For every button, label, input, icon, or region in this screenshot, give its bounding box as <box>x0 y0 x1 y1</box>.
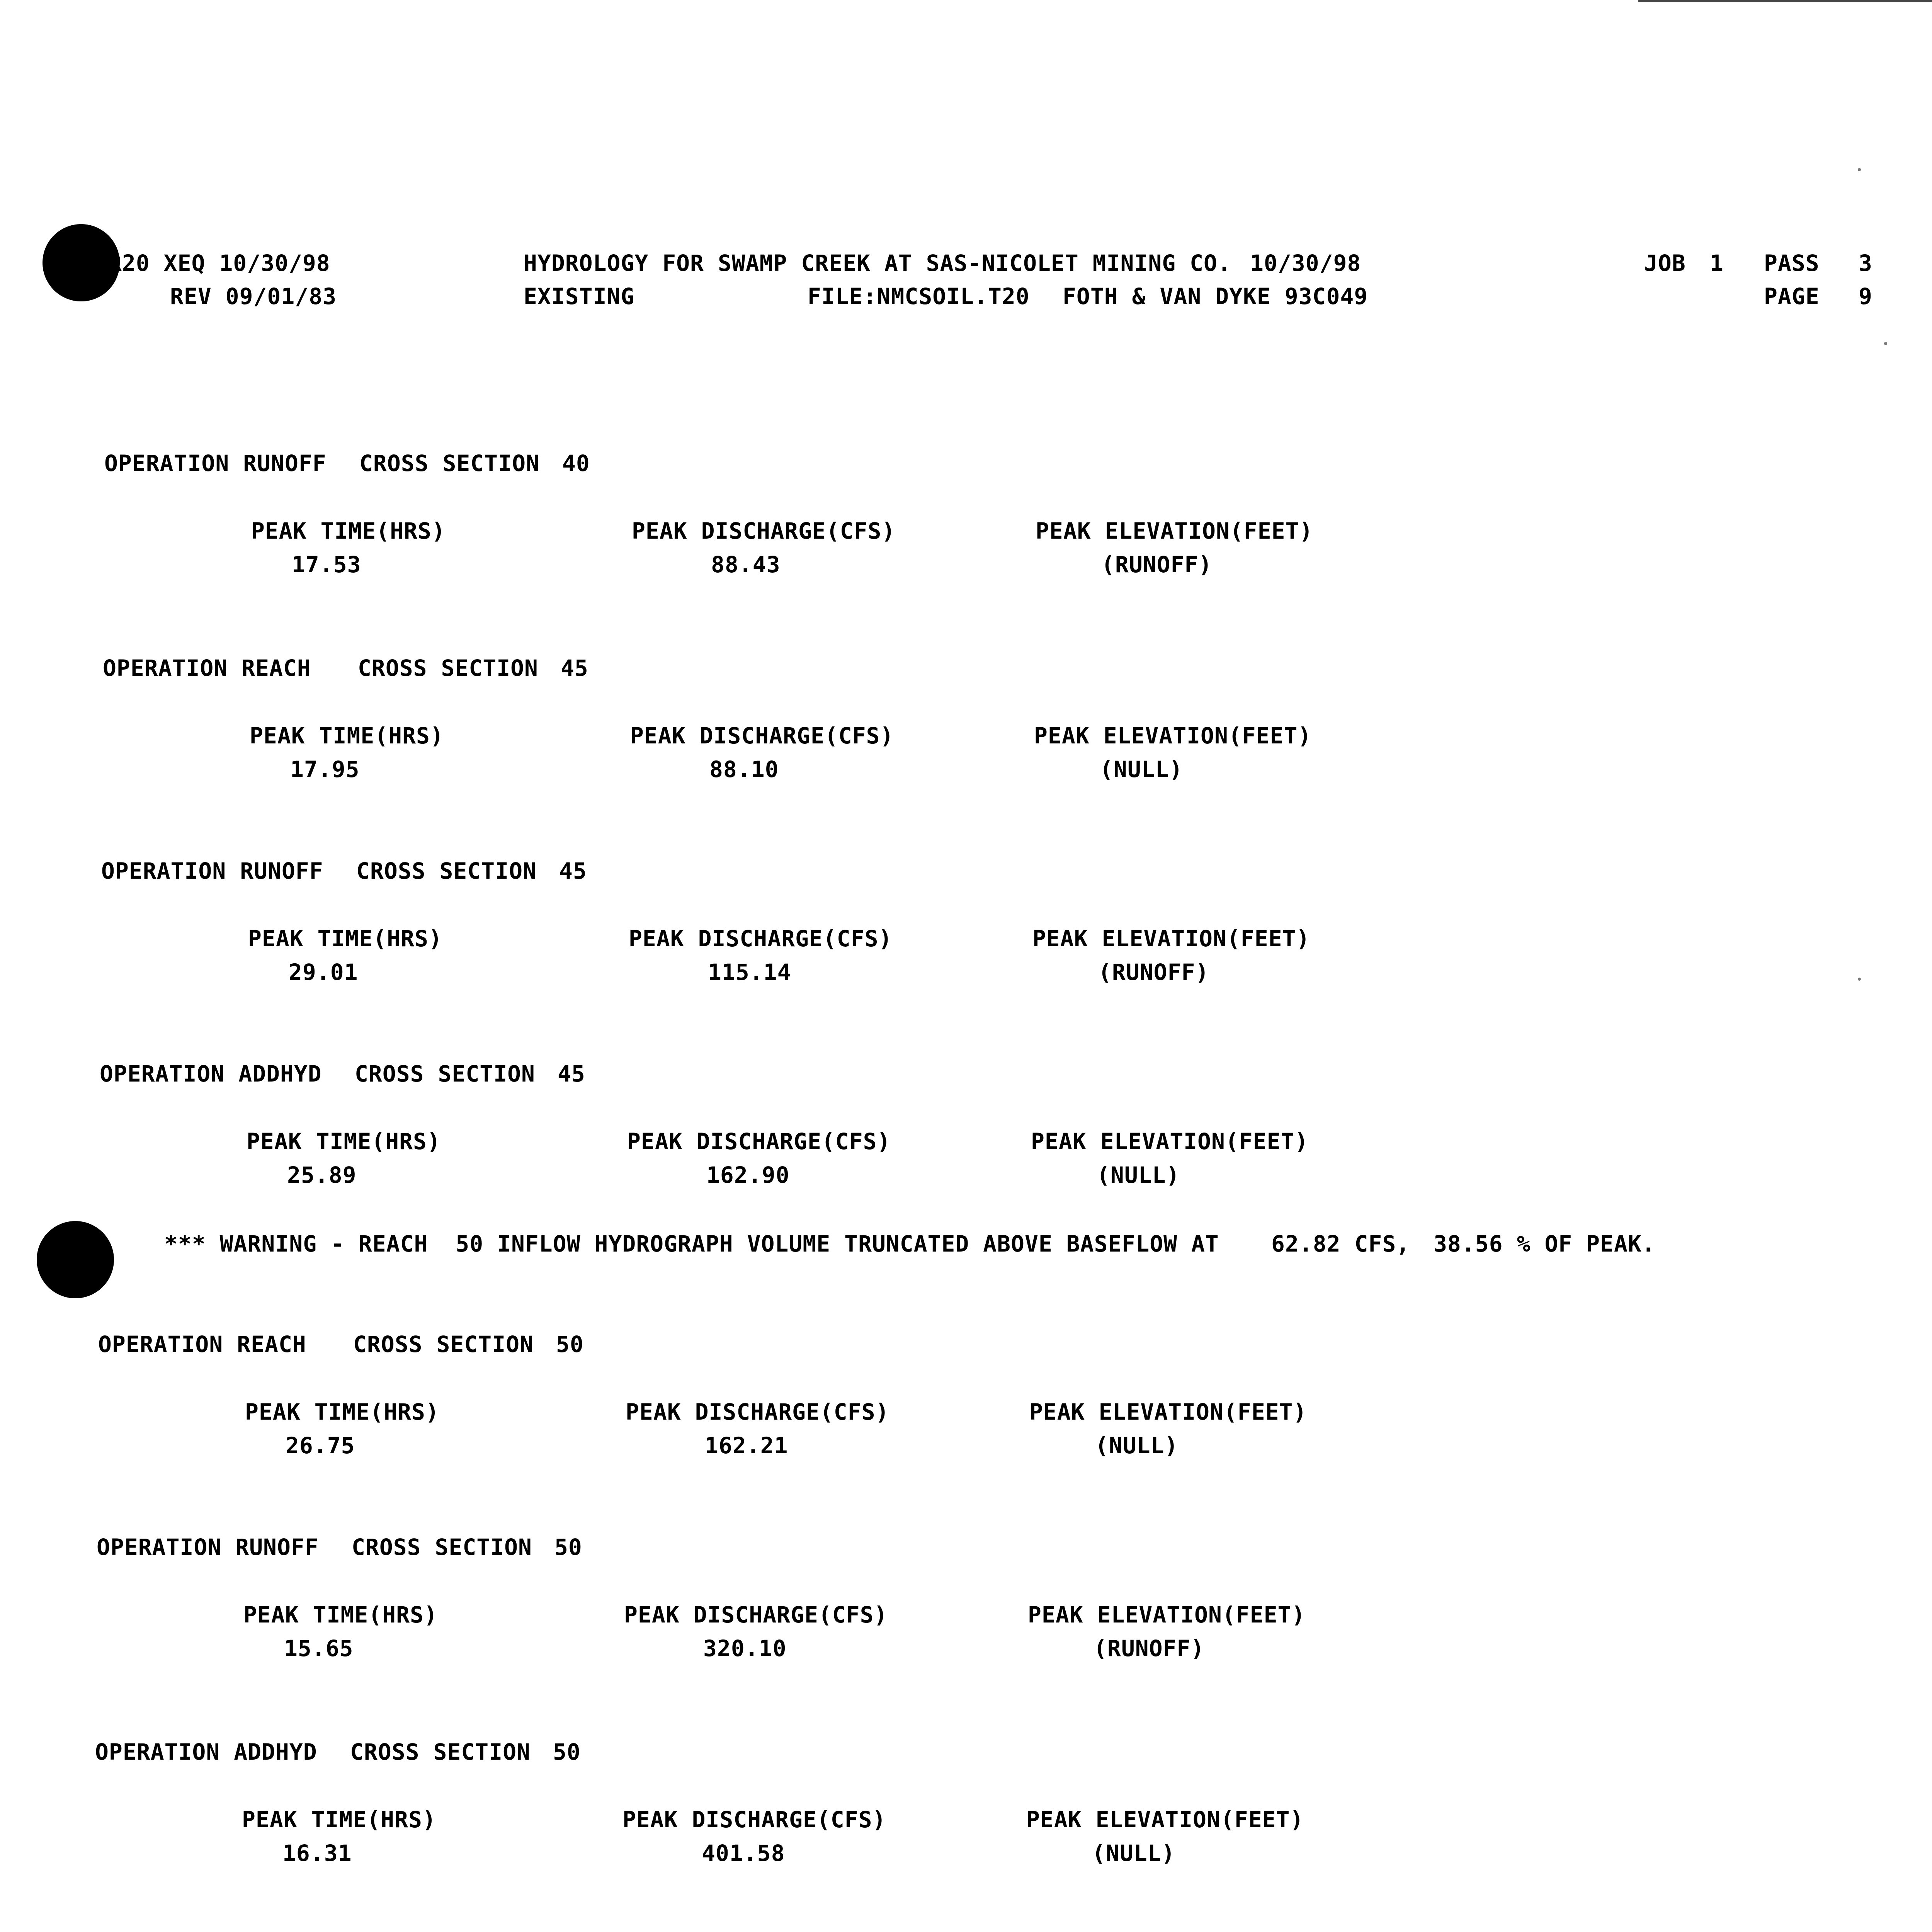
operation-name: OPERATION ADDHYD <box>100 1061 322 1087</box>
cross-section-label: CROSS SECTION <box>355 1061 535 1087</box>
peak-time-header: PEAK TIME(HRS) <box>243 1602 438 1628</box>
cross-section-number: 45 <box>559 858 587 884</box>
peak-elevation-header: PEAK ELEVATION(FEET) <box>1034 723 1312 749</box>
peak-elevation-value: (NULL) <box>1097 1162 1180 1188</box>
peak-time-value: 16.31 <box>282 1840 352 1866</box>
cross-section-label: CROSS SECTION <box>352 1534 532 1560</box>
peak-time-value: 15.65 <box>284 1635 354 1662</box>
job-label: JOB <box>1644 250 1686 276</box>
cross-section-number: 45 <box>561 655 588 681</box>
report-date: 10/30/98 <box>1250 250 1361 276</box>
peak-elevation-value: (RUNOFF) <box>1098 959 1209 985</box>
peak-elevation-value: (NULL) <box>1100 756 1183 782</box>
peak-discharge-header: PEAK DISCHARGE(CFS) <box>624 1602 888 1628</box>
warning-cfs: 62.82 CFS, <box>1271 1231 1410 1257</box>
peak-elevation-header: PEAK ELEVATION(FEET) <box>1029 1399 1307 1425</box>
peak-discharge-header: PEAK DISCHARGE(CFS) <box>626 1399 889 1425</box>
cross-section-number: 50 <box>554 1534 582 1560</box>
peak-time-header: PEAK TIME(HRS) <box>250 723 444 749</box>
scan-speck <box>1858 978 1861 981</box>
program-id: R20 XEQ 10/30/98 <box>108 250 330 276</box>
peak-time-header: PEAK TIME(HRS) <box>248 925 442 952</box>
peak-elevation-header: PEAK ELEVATION(FEET) <box>1026 1806 1304 1833</box>
peak-discharge-value: 115.14 <box>708 959 791 985</box>
operation-name: OPERATION REACH <box>98 1331 306 1357</box>
page-label: PAGE <box>1764 283 1820 310</box>
peak-time-header: PEAK TIME(HRS) <box>245 1399 439 1425</box>
peak-discharge-header: PEAK DISCHARGE(CFS) <box>632 518 896 544</box>
peak-discharge-header: PEAK DISCHARGE(CFS) <box>629 925 893 952</box>
operation-name: OPERATION REACH <box>103 655 311 681</box>
peak-discharge-value: 320.10 <box>703 1635 787 1662</box>
peak-time-value: 17.53 <box>292 551 361 578</box>
scan-speck <box>1858 168 1861 171</box>
peak-discharge-value: 88.10 <box>709 756 779 782</box>
operation-name: OPERATION ADDHYD <box>95 1739 317 1765</box>
report-title: HYDROLOGY FOR SWAMP CREEK AT SAS-NICOLET MINING CO. <box>524 250 1231 276</box>
peak-elevation-value: (NULL) <box>1092 1840 1175 1866</box>
peak-discharge-value: 162.90 <box>706 1162 790 1188</box>
operation-name: OPERATION RUNOFF <box>101 858 323 884</box>
cross-section-number: 40 <box>562 450 590 476</box>
cross-section-number: 50 <box>556 1331 584 1357</box>
cross-section-label: CROSS SECTION <box>350 1739 531 1765</box>
peak-discharge-value: 162.21 <box>705 1432 788 1459</box>
peak-time-value: 17.95 <box>290 756 360 782</box>
warning-percent: 38.56 % OF PEAK. <box>1434 1231 1656 1257</box>
file-name: FILE:NMCSOIL.T20 <box>808 283 1030 310</box>
peak-elevation-value: (NULL) <box>1095 1432 1179 1459</box>
cross-section-label: CROSS SECTION <box>358 655 538 681</box>
peak-discharge-value: 401.58 <box>702 1840 785 1866</box>
report-subtitle: EXISTING <box>524 283 635 310</box>
company: FOTH & VAN DYKE 93C049 <box>1063 283 1368 310</box>
punch-hole <box>37 1221 114 1298</box>
page-value: 9 <box>1859 283 1872 310</box>
peak-time-value: 26.75 <box>286 1432 355 1459</box>
operation-name: OPERATION RUNOFF <box>97 1534 319 1560</box>
cross-section-label: CROSS SECTION <box>359 450 540 476</box>
cross-section-label: CROSS SECTION <box>353 1331 534 1357</box>
peak-time-header: PEAK TIME(HRS) <box>251 518 446 544</box>
peak-elevation-header: PEAK ELEVATION(FEET) <box>1031 1128 1309 1155</box>
peak-time-header: PEAK TIME(HRS) <box>247 1128 441 1155</box>
cross-section-number: 45 <box>558 1061 585 1087</box>
operation-name: OPERATION RUNOFF <box>104 450 327 476</box>
peak-elevation-value: (RUNOFF) <box>1101 551 1213 578</box>
job-value: 1 <box>1710 250 1724 276</box>
peak-time-header: PEAK TIME(HRS) <box>242 1806 436 1833</box>
pass-label: PASS <box>1764 250 1820 276</box>
revision: REV 09/01/83 <box>170 283 337 310</box>
peak-time-value: 25.89 <box>287 1162 357 1188</box>
peak-elevation-value: (RUNOFF) <box>1094 1635 1205 1662</box>
scan-speck <box>1884 342 1887 345</box>
peak-elevation-header: PEAK ELEVATION(FEET) <box>1028 1602 1306 1628</box>
peak-elevation-header: PEAK ELEVATION(FEET) <box>1036 518 1313 544</box>
cross-section-label: CROSS SECTION <box>356 858 537 884</box>
peak-elevation-header: PEAK ELEVATION(FEET) <box>1032 925 1310 952</box>
peak-discharge-value: 88.43 <box>711 551 781 578</box>
pass-value: 3 <box>1859 250 1872 276</box>
peak-discharge-header: PEAK DISCHARGE(CFS) <box>630 723 894 749</box>
peak-discharge-header: PEAK DISCHARGE(CFS) <box>622 1806 886 1833</box>
scan-edge-line <box>1638 0 1932 2</box>
peak-time-value: 29.01 <box>289 959 358 985</box>
cross-section-number: 50 <box>553 1739 581 1765</box>
peak-discharge-header: PEAK DISCHARGE(CFS) <box>627 1128 891 1155</box>
warning-text: *** WARNING - REACH 50 INFLOW HYDROGRAPH VOLUME TRUNCATED ABOVE BASEFLOW AT <box>164 1231 1219 1257</box>
